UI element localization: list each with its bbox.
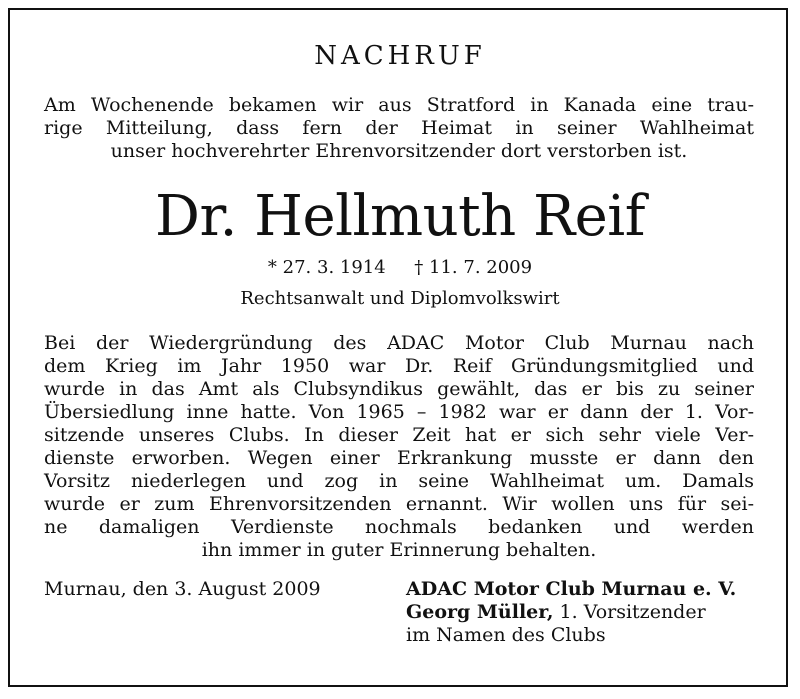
body-line: dienste erworben. Wegen einer Erkrankung musste er dann den — [44, 447, 754, 469]
signer-role: 1. Vorsitzender — [553, 601, 706, 623]
body-line: ne damaligen Verdienste nochmals bedanken und werden — [44, 516, 754, 538]
club-name: ADAC Motor Club Murnau e. V. — [406, 578, 737, 600]
on-behalf-line: im Namen des Clubs — [406, 624, 606, 646]
body-line: Vorsitz niederlegen und zog in seine Wahlheimat um. Damals — [44, 470, 754, 492]
body-line: Bei der Wiedergründung des ADAC Motor Club Murnau nach — [44, 332, 754, 354]
body-line: Übersiedlung inne hatte. Von 1965 – 1982 war er dann der 1. Vor- — [44, 401, 754, 423]
profession: Rechtsanwalt und Diplomvolkswirt — [240, 288, 560, 309]
intro-line: rige Mitteilung, dass fern der Heimat in seiner Wahlheimat — [44, 117, 754, 139]
intro-line: unser hochverehrter Ehrenvorsitzender dort verstorben ist. — [110, 140, 688, 162]
body-line: dem Krieg im Jahr 1950 war Dr. Reif Gründungsmitglied und — [44, 355, 754, 377]
body-line: wurde in das Amt als Clubsyndikus gewählt, das er bis zu seiner — [44, 378, 754, 400]
obituary-heading: NACHRUF — [314, 41, 486, 71]
signer-name: Georg Müller, — [406, 601, 554, 623]
place-and-date: Murnau, den 3. August 2009 — [44, 578, 321, 600]
deceased-name: Dr. Hellmuth Reif — [155, 184, 645, 249]
intro-line: Am Wochenende bekamen wir aus Stratford in Kanada eine trau- — [44, 94, 754, 116]
body-line: sitzende unseres Clubs. In dieser Zeit hat er sich sehr viele Ver- — [44, 424, 754, 446]
body-line: ihn immer in guter Erinnerung behalten. — [201, 539, 597, 561]
body-line: wurde er zum Ehrenvorsitzenden ernannt. Wir wollen uns für sei- — [44, 493, 754, 515]
birth-death-dates: * 27. 3. 1914 † 11. 7. 2009 — [267, 257, 533, 278]
signer-line — [406, 602, 706, 623]
